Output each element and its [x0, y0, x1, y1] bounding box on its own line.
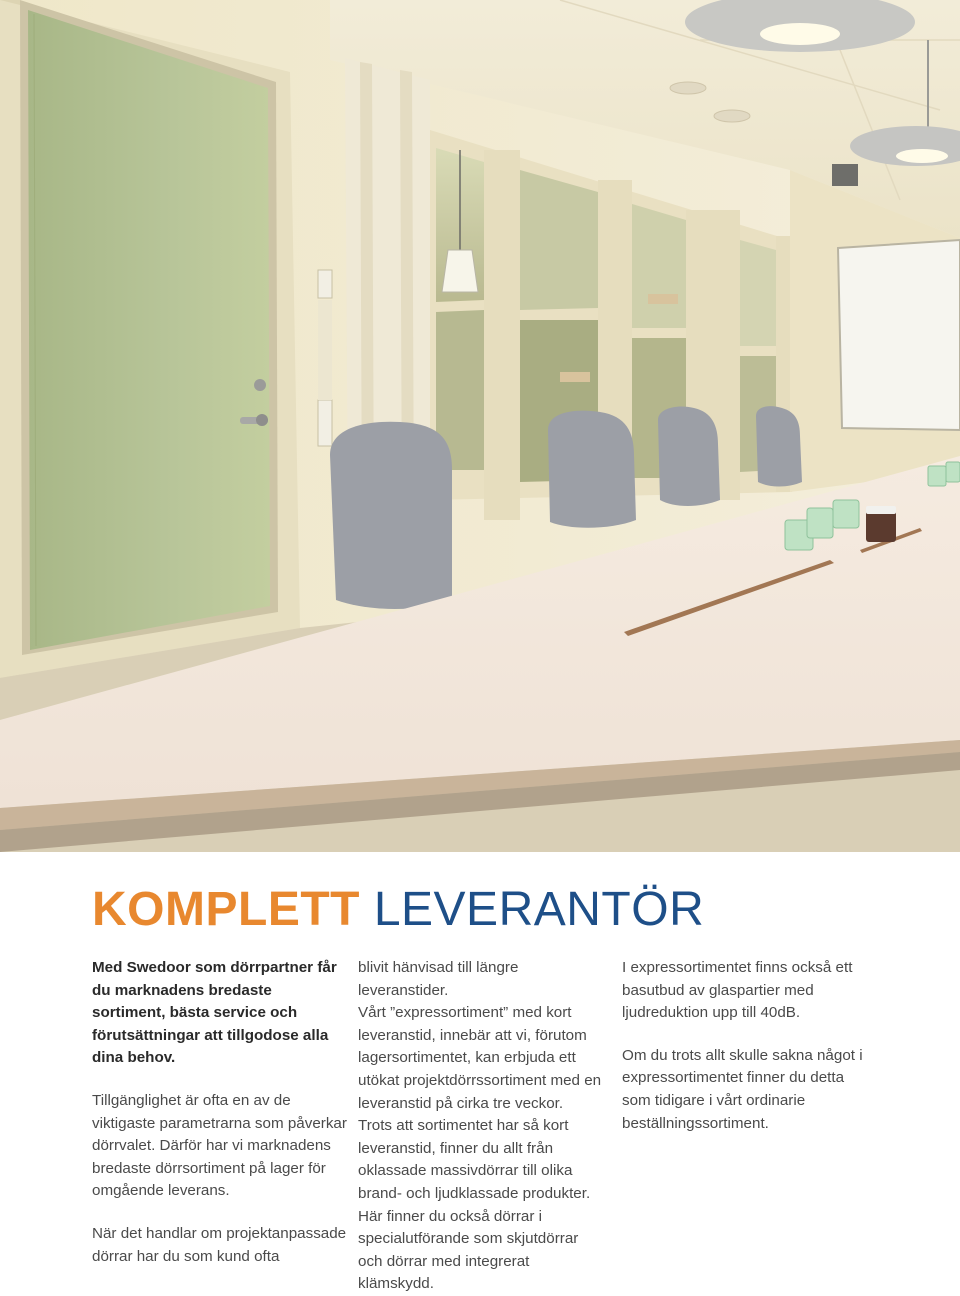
body-paragraph: Tillgänglighet är ofta en av de viktigaste parametrarna som påverkar dörrvalet. Därför har vi marknadens bredaste dörrsortiment på lager för omgående leverans.: [92, 1091, 347, 1200]
text-column-3: [622, 957, 870, 1135]
section-heading: [92, 880, 704, 940]
heading-accent-word: KOMPLETT: [92, 883, 360, 936]
heading-main-word: LEVERANTÖR: [359, 883, 705, 936]
text-column-1: [92, 957, 348, 1268]
intro-paragraph: Med Swedoor som dörrpartner får du marknadens bredaste sortiment, bästa service och förutsättningar att tillgodose alla dina behov.: [92, 959, 337, 1067]
text-column-2: [358, 957, 606, 1296]
body-paragraph: Vårt ”expressortiment” med kort leveranstid, innebär att vi, förutom lagersortimentet, kan erbjuda ett utökat projektdörrssortiment med en leveranstid på cirka tre veckor.: [358, 1004, 602, 1112]
body-paragraph: I expressortimentet finns också ett basutbud av glaspartier med ljudreduktion upp till 40dB.: [622, 959, 853, 1022]
body-paragraph: När det handlar om projektanpassade dörrar har du som kund ofta: [92, 1224, 347, 1265]
body-paragraph: Om du trots allt skulle sakna något i expressortimentet finner du detta som tidigare i vårt ordinarie beställningssortiment.: [622, 1046, 863, 1132]
body-paragraph: Trots att sortimentet har så kort leveranstid, finner du allt från oklassade massivdörrar till olika brand- och ljudklassade produkter. Här finner du också dörrar i specialutförande som skjutdörrar och dörrar med integrerat klämskydd.: [358, 1117, 591, 1293]
body-paragraph: blivit hänvisad till längre leveranstider.: [358, 959, 519, 999]
